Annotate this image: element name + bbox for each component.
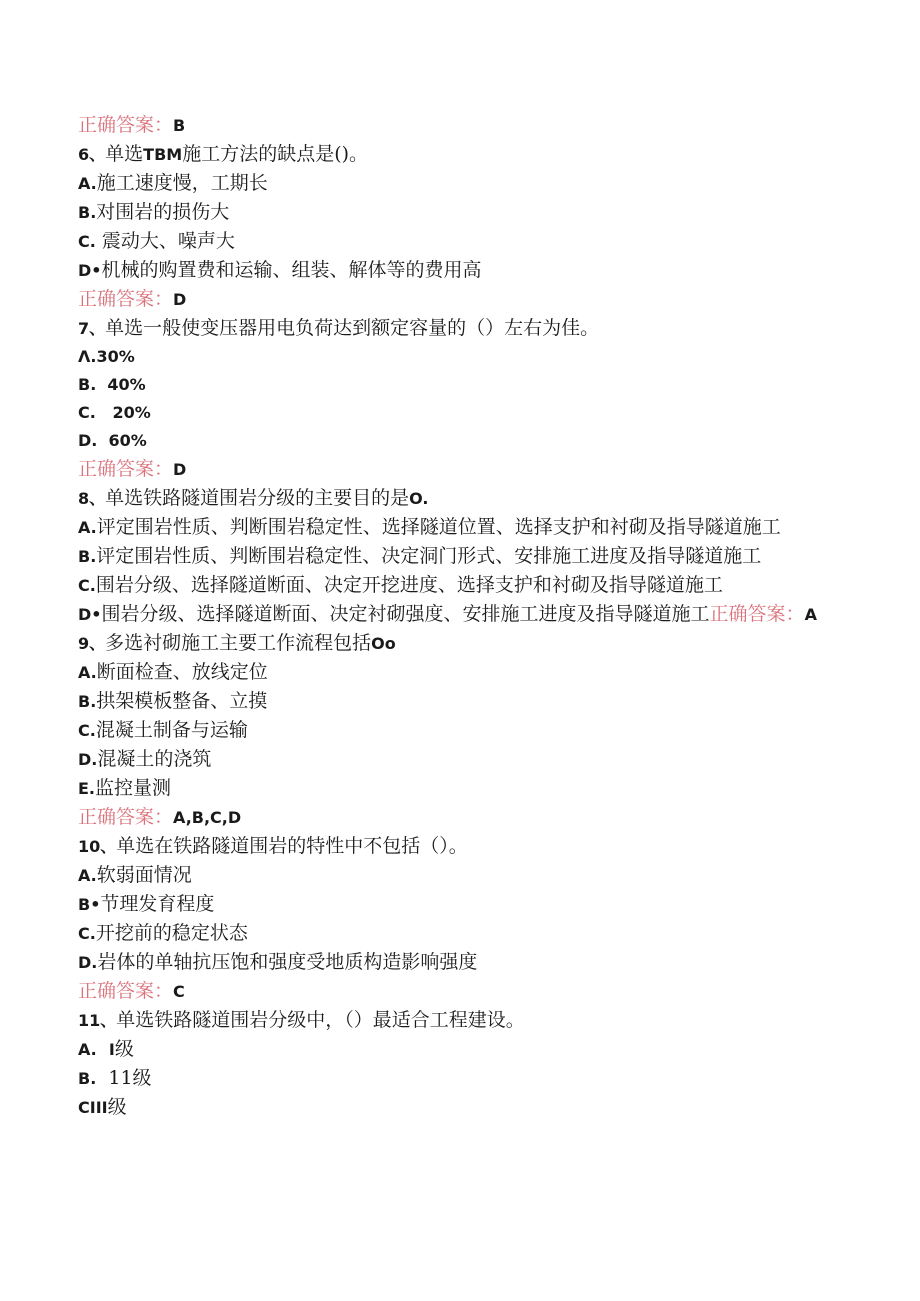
option-d xyxy=(78,600,848,629)
question-10 xyxy=(78,832,848,861)
answer-value: B xyxy=(173,116,186,135)
option-c xyxy=(78,227,848,256)
question-6 xyxy=(78,140,848,169)
option-c xyxy=(78,1093,848,1122)
option-text: 监控量测 xyxy=(95,777,172,799)
question-number: 10、 xyxy=(78,837,117,856)
question-stem-bold: TBM xyxy=(143,145,183,164)
question-stem: 多选衬砌施工主要工作流程包括 xyxy=(105,632,372,654)
question-number: 11、 xyxy=(78,1011,117,1030)
answer-value: A xyxy=(804,605,817,624)
option-letter: CIII xyxy=(78,1098,108,1117)
option-a: Λ.30% xyxy=(78,347,135,366)
question-9 xyxy=(78,629,848,658)
answer-label: 正确答案： xyxy=(78,114,174,136)
question-stem: 单选一般使变压器用电负荷达到额定容量的（）左右为佳。 xyxy=(105,317,600,339)
option-letter: A. xyxy=(78,174,97,193)
option-b: B. 40% xyxy=(78,375,146,394)
question-number: 9、 xyxy=(78,634,106,653)
question-11 xyxy=(78,1006,848,1035)
question-number: 8、 xyxy=(78,489,106,508)
option-text: 级 xyxy=(107,1096,127,1118)
option-c xyxy=(78,919,848,948)
option-text: 围岩分级、选择隧道断面、决定衬砌强度、安排施工进度及指导隧道施工 xyxy=(101,603,710,625)
option-a xyxy=(78,513,848,542)
question-number: 6、 xyxy=(78,145,106,164)
option-b xyxy=(78,890,848,919)
option-b xyxy=(78,1064,848,1093)
option-letter: D• xyxy=(78,605,102,624)
question-stem: 单选铁路隧道围岩分级的主要目的是 xyxy=(105,487,410,509)
option-letter: B• xyxy=(78,895,101,914)
option-letter: D. xyxy=(78,750,98,769)
answer-line xyxy=(78,803,848,832)
answer-line xyxy=(78,977,848,1006)
option-suffix: 级 xyxy=(114,1038,134,1060)
option-letter: B. xyxy=(78,547,97,566)
option-e xyxy=(78,774,848,803)
option-letter: E. xyxy=(78,779,96,798)
option-text: 施工速度慢，工期长 xyxy=(96,172,268,194)
option-d: D. 60% xyxy=(78,431,147,450)
option-letter: A. xyxy=(78,518,97,537)
answer-line xyxy=(78,285,848,314)
option-a xyxy=(78,658,848,687)
option-letter: B. xyxy=(78,692,97,711)
question-stem-tail: Oo xyxy=(371,634,396,653)
option-letter: C. xyxy=(78,576,96,595)
option-letter: A. xyxy=(78,663,97,682)
option-d xyxy=(78,256,848,285)
option-b xyxy=(78,198,848,227)
option-c xyxy=(78,716,848,745)
question-number: 7、 xyxy=(78,319,106,338)
answer-label-part: 正 xyxy=(709,603,729,625)
option-letter: B. xyxy=(78,203,97,222)
question-stem: 单选铁路隧道围岩分级中，（）最适合工程建设。 xyxy=(116,1009,525,1031)
option-text: 混凝土制备与运输 xyxy=(95,719,248,741)
option-b xyxy=(78,687,848,716)
option-text: 震动大、噪声大 xyxy=(95,230,235,252)
option-text: 围岩分级、选择隧道断面、决定开挖进度、选择支护和衬砌及指导隧道施工 xyxy=(95,574,723,596)
answer-label: 正确答案： xyxy=(78,980,174,1002)
option-text: 岩体的单轴抗压饱和强度受地质构造影响强度 xyxy=(97,951,478,973)
option-b xyxy=(78,542,848,571)
answer-label: 正确答案： xyxy=(78,806,174,828)
question-8 xyxy=(78,484,848,513)
answer-line xyxy=(78,111,848,140)
option-text: I xyxy=(108,1040,115,1059)
option-letter: A. xyxy=(78,1040,97,1059)
option-a xyxy=(78,861,848,890)
option-letter: C. xyxy=(78,232,96,251)
option-letter: C. xyxy=(78,721,96,740)
question-7 xyxy=(78,314,848,343)
answer-value: D xyxy=(173,290,187,309)
question-stem: 施工方法的缺点是()。 xyxy=(182,143,369,165)
option-text: 断面检查、放线定位 xyxy=(96,661,268,683)
option-c: C. 20% xyxy=(78,403,151,422)
question-stem-tail: O. xyxy=(409,489,429,508)
option-text: 评定围岩性质、判断围岩稳定性、决定洞门形式、安排施工进度及指导隧道施工 xyxy=(96,545,762,567)
option-a xyxy=(78,169,848,198)
option-text: 开挖前的稳定状态 xyxy=(95,922,248,944)
answer-value: A,B,C,D xyxy=(173,808,242,827)
option-c xyxy=(78,571,848,600)
option-d xyxy=(78,948,848,977)
question-type: 单选 xyxy=(105,143,144,165)
answer-line xyxy=(78,455,848,484)
option-text: 混凝土的浇筑 xyxy=(97,748,212,770)
option-text: 机械的购置费和运输、组装、解体等的费用高 xyxy=(101,259,482,281)
option-text: 软弱面情况 xyxy=(96,864,192,886)
answer-label: 正确答案： xyxy=(78,288,174,310)
option-text: 对围岩的损伤大 xyxy=(96,201,230,223)
answer-label-part: 确答案： xyxy=(728,603,805,625)
option-text: 节理发育程度 xyxy=(100,893,215,915)
option-d xyxy=(78,745,848,774)
option-a xyxy=(78,1035,848,1064)
answer-label: 正确答案： xyxy=(78,458,174,480)
option-text: 拱架模板整备、立摸 xyxy=(96,690,268,712)
option-letter: D• xyxy=(78,261,102,280)
question-stem: 单选在铁路隧道围岩的特性中不包括（）。 xyxy=(116,835,468,857)
option-text: 11级 xyxy=(108,1067,152,1089)
option-letter: B. xyxy=(78,1069,97,1088)
option-text: 评定围岩性质、判断围岩稳定性、选择隧道位置、选择支护和衬砌及指导隧道施工 xyxy=(96,516,781,538)
option-letter: A. xyxy=(78,866,97,885)
option-letter: C. xyxy=(78,924,96,943)
answer-value: C xyxy=(173,982,185,1001)
answer-value: D xyxy=(173,460,187,479)
document-body xyxy=(78,111,848,1122)
option-letter: D. xyxy=(78,953,98,972)
